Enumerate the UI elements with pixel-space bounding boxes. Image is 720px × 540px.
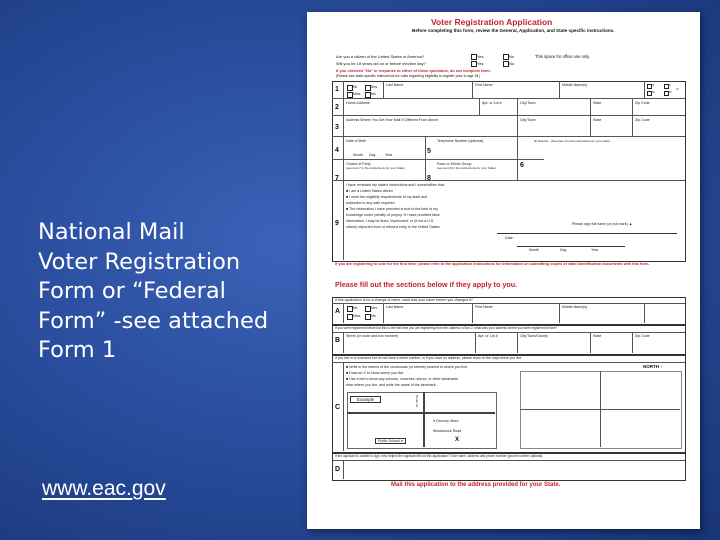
signature-line (497, 233, 677, 234)
caption-line-4: Form” -see attached (38, 307, 269, 334)
section-c-divider (332, 362, 685, 363)
row-number-8: 8 (427, 175, 431, 182)
mail-zip-label: Zip Code (635, 118, 650, 122)
first-time-note: If you are registering to vote for the first time: please refer to the application instructions for information on submitting copies of valid identification documents with this form. (335, 262, 650, 266)
b-city-label: City/Town/County (520, 334, 548, 338)
citizen-yes-label: Yes (477, 54, 484, 59)
signature-label[interactable]: Please sign full name (or put mark) ▲ (572, 222, 633, 226)
section-a-div-4 (644, 303, 645, 323)
office-use-label: This space for office use only. (535, 54, 591, 59)
row2-divider-d (632, 98, 633, 115)
oath-line-8: citizen) deported from or refused entry to the United States. (346, 225, 441, 229)
oath-year-label: Year (591, 248, 599, 252)
row4-divider-b (517, 136, 518, 180)
row-number-5: 5 (427, 148, 431, 155)
map-instruction-2: ■ Draw an X to show where you live. (346, 371, 405, 375)
oath-line-2: ■ I am a United States citizen (346, 189, 393, 193)
row-number-3: 3 (335, 124, 339, 131)
public-school-label: Public School ● (375, 438, 406, 444)
suffix-ii-label: II (669, 83, 671, 87)
oath-day-label: Day (560, 248, 567, 252)
row-number-2: 2 (335, 104, 339, 111)
oath-line-5: ■ The information I have provided is true to the best of my (346, 207, 438, 211)
oath-line-7: information, I may be fined, imprisoned, or (if not a U.S. (346, 219, 435, 223)
row-divider-3 (332, 136, 544, 137)
number-column-divider (343, 81, 344, 260)
section-b-col (343, 332, 344, 353)
section-b-prompt: If you were registered before but this is the first time you are registering from the address in Box 2, what was your address where you were registered before? (335, 326, 558, 330)
caption-line-2: Voter Registration (38, 248, 241, 275)
section-b-div-4 (632, 332, 633, 353)
row-number-4: 4 (335, 147, 339, 154)
row1-divider-d (644, 81, 645, 98)
title-miss-label: Miss (353, 92, 361, 96)
user-map-area[interactable] (520, 371, 682, 449)
example-road-vertical (423, 392, 425, 447)
suffix-iv-label: IV (676, 87, 679, 91)
party-note: (see item 7 in the instructions for your State) (346, 166, 405, 170)
section-a-prompt: If this application is for a change of name, what was your name before you changed it? (335, 298, 473, 302)
north-label: NORTH ↑ (643, 364, 663, 369)
caption-line-3: Form or “Federal (38, 278, 226, 304)
row1-divider-b (472, 81, 473, 98)
last-name-label: Last Name (386, 83, 404, 87)
row-number-1: 1 (335, 86, 339, 93)
zip-label: Zip Code (635, 101, 650, 105)
oath-month-label: Month (529, 248, 539, 252)
a-mr-label: Mr. (353, 306, 358, 310)
oath-date-line (517, 246, 625, 247)
section-a-div-2 (472, 303, 473, 323)
a-miss-label: Miss (353, 314, 361, 318)
a-last-name-label: Last Name (386, 305, 404, 309)
row-divider-5 (332, 180, 685, 181)
dob-month-label: Month (353, 153, 363, 157)
section-a-divider (332, 303, 685, 304)
section-d-prompt: If the applicant is unable to sign, who helped the applicant fill out this application? Give name, address and phone number (phone number optional). (335, 454, 544, 458)
row-number-6: 6 (520, 162, 524, 169)
a-first-name-label: First Name (475, 305, 493, 309)
mail-address-label: Address Where You Get Your Mail If Different From Above (346, 118, 439, 122)
race-note: (see item 8 in the instructions for your State) (437, 166, 496, 170)
row4-divider-a (425, 136, 426, 180)
eac-link[interactable]: www.eac.gov (42, 477, 166, 500)
woodchuck-road-label: Woodchuck Road (433, 429, 462, 433)
citizen-question: Are you a citizen of the United States of America? (336, 54, 425, 59)
example-label: Example (350, 396, 381, 403)
form-subtitle: Before completing this form, review the General, Application, and State specific instructions. (412, 28, 615, 33)
age-question: Will you be 18 years old on or before election day? (336, 61, 426, 66)
row3-divider-a (517, 115, 518, 136)
form-title: Voter Registration Application (431, 17, 553, 27)
map-instruction-1: ■ Write in the names of the crossroads (or streets) nearest to where you live. (346, 365, 468, 369)
example-x-mark: X (455, 437, 460, 443)
caption-line-1: National Mail (38, 219, 185, 245)
section-a-col (343, 303, 344, 323)
title-ms-label: Ms. (371, 92, 377, 96)
dob-day-label: Day (369, 153, 376, 157)
voter-registration-form (307, 12, 700, 529)
citizen-no-label: No (509, 54, 515, 59)
section-b-div-3 (590, 332, 591, 353)
section-c-prompt: If you live in a rural area but do not have a street number, or if you have no address, please show on the map where you live. (335, 356, 523, 360)
section-a-div-3 (559, 303, 560, 323)
row1-divider-a (383, 81, 384, 98)
city-label: City/Town (520, 101, 536, 105)
title-mr-label: Mr. (353, 85, 358, 89)
section-b-div-1 (475, 332, 476, 353)
mail-city-label: City/Town (520, 118, 536, 122)
row2-divider-a (479, 98, 480, 115)
b-state-label: State (593, 334, 602, 338)
row2-divider-c (590, 98, 591, 115)
a-middle-name-label: Middle Name(s) (562, 305, 588, 309)
caption-line-5: Form 1 (38, 337, 117, 363)
section-b-div-2 (517, 332, 518, 353)
section-a-div-1 (383, 303, 384, 323)
state-label: State (593, 101, 602, 105)
map-instruction-3: ■ Use a dot to show any schools, churches, stores, or other landmarks (346, 377, 459, 381)
race-label: Race or Ethnic Group (437, 162, 472, 166)
eligibility-note: (Please see state-specific instructions for rules regarding eligibility to register prior to age 18.) (336, 74, 481, 78)
title-mrs-label: Mrs. (371, 85, 378, 89)
grocery-store-label: ● Grocery Store (433, 419, 459, 423)
age-no-label: No (509, 61, 515, 66)
suffix-sr-label: Sr (652, 90, 655, 94)
dob-label: Date of Birth (346, 139, 366, 143)
id-number-label: ID Number - (See item 6 in the instructions for your state) (534, 139, 611, 143)
oath-line-3: ■ I meet the eligibility requirements of my state and (346, 195, 428, 199)
home-address-label: Home Address (346, 101, 370, 105)
row3-divider-b (590, 115, 591, 136)
age-yes-label: Yes (477, 61, 484, 66)
oath-line-4: subscribe to any oath required. (346, 201, 396, 205)
a-ms-label: Ms. (371, 314, 377, 318)
oath-date-label: Date: (505, 236, 514, 240)
slide-caption (38, 218, 298, 366)
first-name-label: First Name (475, 83, 493, 87)
section-letter-b: B (335, 337, 341, 344)
suffix-jr-label: Jr (652, 83, 655, 87)
suffix-iii-label: III (669, 90, 672, 94)
b-street-label: Street (or route and box number) (346, 334, 399, 338)
row1-divider-c (559, 81, 560, 98)
oath-line-1: I have reviewed my state's instructions and I swear/affirm that: (346, 183, 445, 187)
fill-out-heading: Please fill out the sections below if they apply to you. (335, 280, 518, 289)
dob-year-label: Year (385, 153, 393, 157)
row3-divider-c (632, 115, 633, 136)
party-label: Choice of Party (346, 162, 371, 166)
section-letter-c: C (335, 404, 341, 411)
a-mrs-label: Mrs. (371, 306, 378, 310)
section-c-col (343, 362, 344, 451)
row-divider-4 (332, 159, 544, 160)
section-letter-a: A (335, 308, 341, 315)
row-number-9: 9 (335, 220, 339, 227)
eligibility-warning: If you checked "No" in response to either of these questions, do not complete form. (336, 68, 491, 73)
phone-label: Telephone Number (optional) (437, 139, 484, 143)
apt-label: Apt. or Lot # (482, 101, 502, 105)
b-apt-label: Apt. or Lot # (478, 334, 498, 338)
row-number-7: 7 (335, 175, 339, 182)
row3-bottom-right (517, 136, 685, 137)
b-zip-label: Zip Code (635, 334, 650, 338)
oath-line-6: knowledge under penalty of perjury. If I have provided false (346, 213, 440, 217)
section-d-divider (332, 460, 685, 461)
user-map-vertical (600, 371, 601, 447)
row2-divider-b (517, 98, 518, 115)
route-label: Route #2 (415, 395, 419, 408)
mail-state-label: State (593, 118, 602, 122)
example-road-horizontal (347, 412, 495, 414)
section-d-col (343, 460, 344, 479)
mail-footer: Mail this application to the address provided for your State. (391, 482, 561, 488)
section-letter-d: D (335, 466, 341, 473)
map-instruction-4: near where you live, and write the name of the landmark. (346, 383, 437, 387)
middle-name-label: Middle Name(s) (562, 83, 588, 87)
